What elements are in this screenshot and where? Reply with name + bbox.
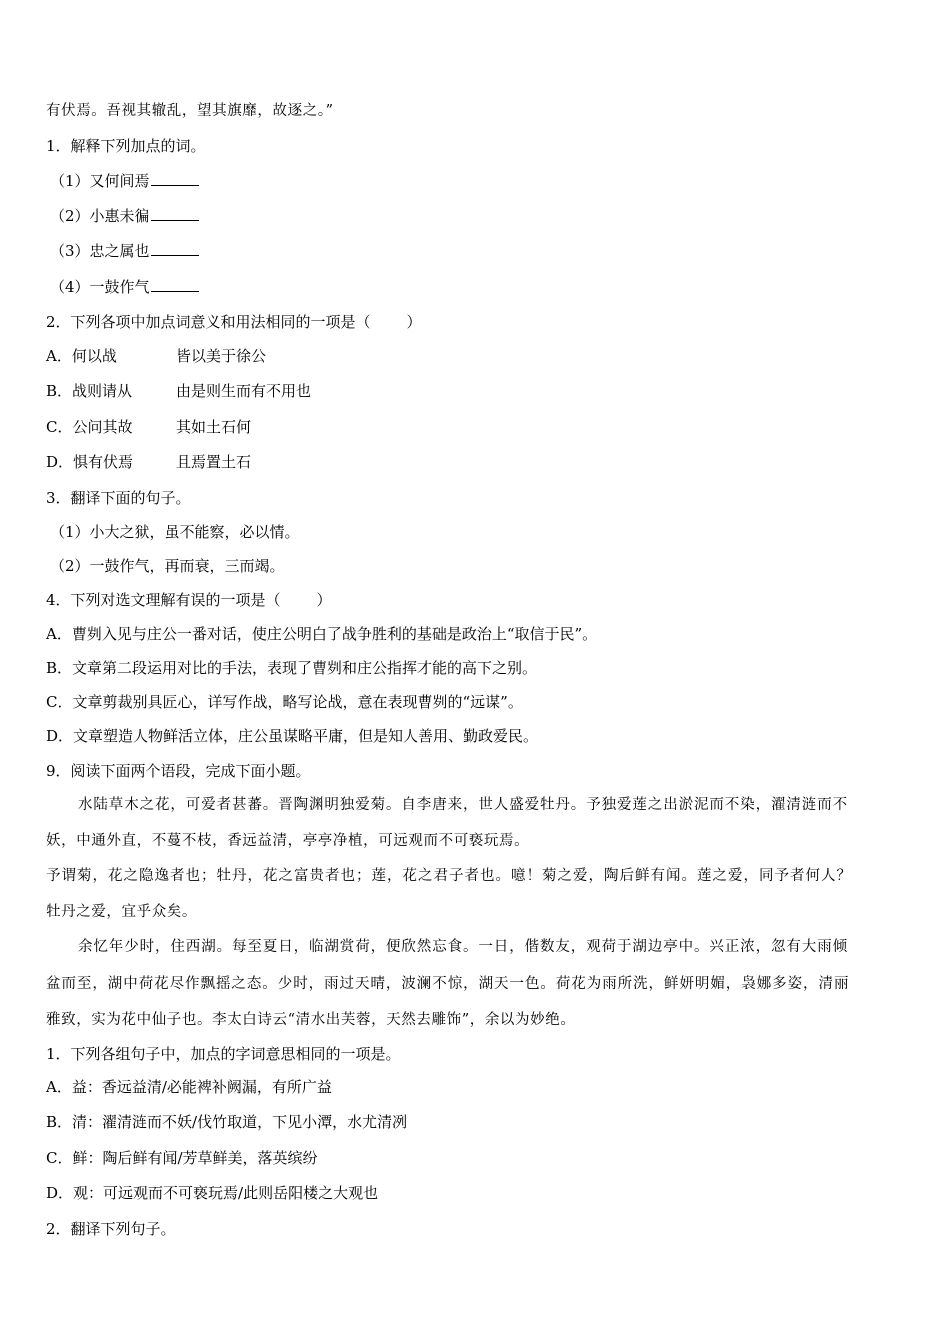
question-text: 4．下列对选文理解有误的一项是（ (46, 591, 281, 609)
question-3-heading: 3．翻译下面的句子。 (46, 489, 191, 507)
option-row (46, 452, 133, 472)
sub-question: （1）小大之狱，虽不能察，必以情。 (50, 523, 300, 541)
question-text: 2．下列各项中加点词意义和用法相同的一项是（ (46, 313, 371, 331)
option-d: D．文章塑造人物鲜活立体，庄公虽谋略平庸，但是知人善用、勤政爱民。 (46, 727, 539, 745)
option-row (46, 346, 117, 366)
sub-question (50, 206, 199, 226)
sub-question-text: （1）又何间焉 (50, 172, 150, 190)
section-9-heading: 9．阅读下面两个语段，完成下面小题。 (46, 762, 311, 780)
sub-question-text: （3）忠之属也 (50, 242, 150, 260)
sub-question (50, 171, 199, 191)
option-d-left: D．惧有伏焉 (46, 453, 134, 471)
sub-question: （2）一鼓作气，再而衰，三而竭。 (50, 557, 285, 575)
passage-2-line: 盆而至，湖中荷花尽作飘摇之态。少时，雨过天晴，波澜不惊，湖天一色。荷花为雨所洗，鲜妍明媚，袅娜多姿，清丽 (46, 976, 850, 992)
passage-2-line: 雅致，实为花中仙子也。李太白诗云“清水出芙蓉，天然去雕饰”，余以为妙绝。 (46, 1012, 576, 1028)
option-d-right: 且焉置土石 (176, 453, 252, 471)
answer-blank[interactable] (151, 206, 199, 221)
passage-1-line: 水陆草木之花，可爱者甚蕃。晋陶渊明独爱菊。自李唐来，世人盛爱牡丹。予独爱莲之出淤泥而不染，濯清涟而不 (78, 797, 848, 813)
question-4-heading (46, 590, 332, 610)
sub-question-text: （2）小惠未徧 (50, 207, 150, 225)
answer-blank[interactable] (151, 241, 199, 256)
option-c-right: 其如土石何 (176, 418, 252, 436)
answer-blank[interactable] (151, 171, 199, 186)
answer-blank[interactable] (151, 277, 199, 292)
option-b: B．文章第二段运用对比的手法，表现了曹刿和庄公指挥才能的高下之别。 (46, 659, 538, 677)
text-line: 有伏焉。吾视其辙乱，望其旗靡，故逐之。” (46, 103, 334, 119)
option-a-right: 皆以美于徐公 (176, 347, 267, 365)
sub-question (50, 277, 199, 297)
question-text-close: ） (316, 591, 332, 609)
option-a: A．益：香远益清/必能裨补阙漏，有所广益 (46, 1078, 332, 1096)
option-row (46, 417, 132, 437)
sub-question-2-heading: 2．翻译下列句子。 (46, 1220, 176, 1238)
sub-question (50, 241, 199, 261)
option-c: C．文章剪裁别具匠心，详写作战，略写论战，意在表现曹刿的“远谋”。 (46, 693, 523, 711)
option-b-right: 由是则生而有不用也 (176, 382, 312, 400)
sub-question-text: （4）一鼓作气 (50, 278, 150, 296)
question-1-heading: 1．解释下列加点的词。 (46, 137, 206, 155)
option-d: D．观：可远观而不可亵玩焉/此则岳阳楼之大观也 (46, 1184, 379, 1202)
question-2-heading (46, 312, 422, 332)
passage-1-line: 妖，中通外直，不蔓不枝，香远益清，亭亭净植，可远观而不可亵玩焉。 (46, 833, 530, 849)
question-text-close: ） (406, 313, 422, 331)
passage-1-line: 牡丹之爱，宜乎众矣。 (46, 904, 197, 920)
option-c-left: C．公问其故 (46, 418, 133, 436)
option-b: B．清：濯清涟而不妖/伐竹取道，下见小潭，水尤清冽 (46, 1113, 408, 1131)
option-c: C．鲜：陶后鲜有闻/芳草鲜美，落英缤纷 (46, 1149, 318, 1167)
passage-1-line: 予谓菊，花之隐逸者也；牡丹，花之富贵者也；莲，花之君子者也。噫！菊之爱，陶后鲜有闻。莲之爱，同予者何人？ (46, 868, 852, 884)
option-a: A．曹刿入见与庄公一番对话，使庄公明白了战争胜利的基础是政治上“取信于民”。 (46, 625, 598, 643)
option-b-left: B．战则请从 (46, 382, 133, 400)
option-row (46, 381, 132, 401)
passage-2-line: 余忆年少时，住西湖。每至夏日，临湖赏荷，便欣然忘食。一日，偕数友，观荷于湖边亭中。兴正浓，忽有大雨倾 (78, 939, 848, 955)
option-a-left: A．何以战 (46, 347, 117, 365)
sub-question-1-heading: 1．下列各组句子中，加点的字词意思相同的一项是。 (46, 1045, 401, 1063)
